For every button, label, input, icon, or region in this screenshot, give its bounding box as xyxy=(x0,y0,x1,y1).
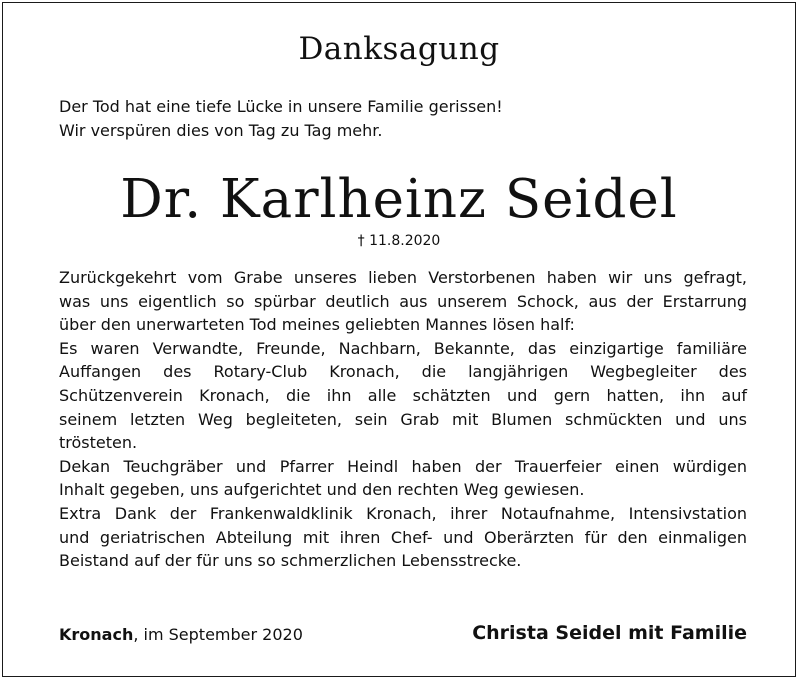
place-date xyxy=(59,623,303,647)
deceased-name: Dr. Karlheinz Seidel xyxy=(120,169,678,230)
obituary-card xyxy=(2,2,796,677)
signature: Christa Seidel mit Familie xyxy=(472,622,747,644)
date-text: , im September 2020 xyxy=(133,625,303,644)
body-line: über den unerwarteten Tod meines geliebten Mannes lösen half: xyxy=(59,315,575,335)
body-line: Schützenverein Kronach, die ihn alle schätzten und gern hatten, ihn auf xyxy=(59,385,747,405)
body-line: trösteten. xyxy=(59,433,138,453)
heading: Danksagung xyxy=(298,31,500,67)
body-line: Es waren Verwandte, Freunde, Nachbarn, Bekannte, das einzigartige familiäre xyxy=(59,338,747,358)
body-line: Extra Dank der Frankenwaldklinik Kronach, ihrer Notaufnahme, Intensivstation xyxy=(59,503,747,523)
body-line: Dekan Teuchgräber und Pfarrer Heindl haben der Trauerfeier einen würdigen xyxy=(59,456,747,476)
body-line: Beistand auf der für uns so schmerzlichen Lebensstrecke. xyxy=(59,551,522,571)
body-line: seinem letzten Weg begleiteten, sein Grab mit Blumen schmückten und uns xyxy=(59,409,747,429)
intro-line: Wir verspüren dies von Tag zu Tag mehr. xyxy=(59,121,383,140)
body-line: und geriatrischen Abteilung mit ihren Chef- und Oberärzten für den einmaligen xyxy=(59,527,747,547)
body-line: Auffangen des Rotary-Club Kronach, die langjährigen Wegbegleiter des xyxy=(59,362,747,382)
death-date: † 11.8.2020 xyxy=(357,233,441,249)
body-text xyxy=(59,266,747,573)
body-line: Inhalt gegeben, uns aufgerichtet und den rechten Weg gewiesen. xyxy=(59,480,585,500)
body-line: was uns eigentlich so spürbar deutlich aus unserem Schock, aus der Erstarrung xyxy=(59,291,747,311)
intro-line: Der Tod hat eine tiefe Lücke in unsere Familie gerissen! xyxy=(59,97,503,116)
body-line: Zurückgekehrt vom Grabe unseres lieben Verstorbenen haben wir uns gefragt, xyxy=(59,268,747,287)
place-name: Kronach xyxy=(59,625,134,644)
intro-text xyxy=(59,95,503,143)
